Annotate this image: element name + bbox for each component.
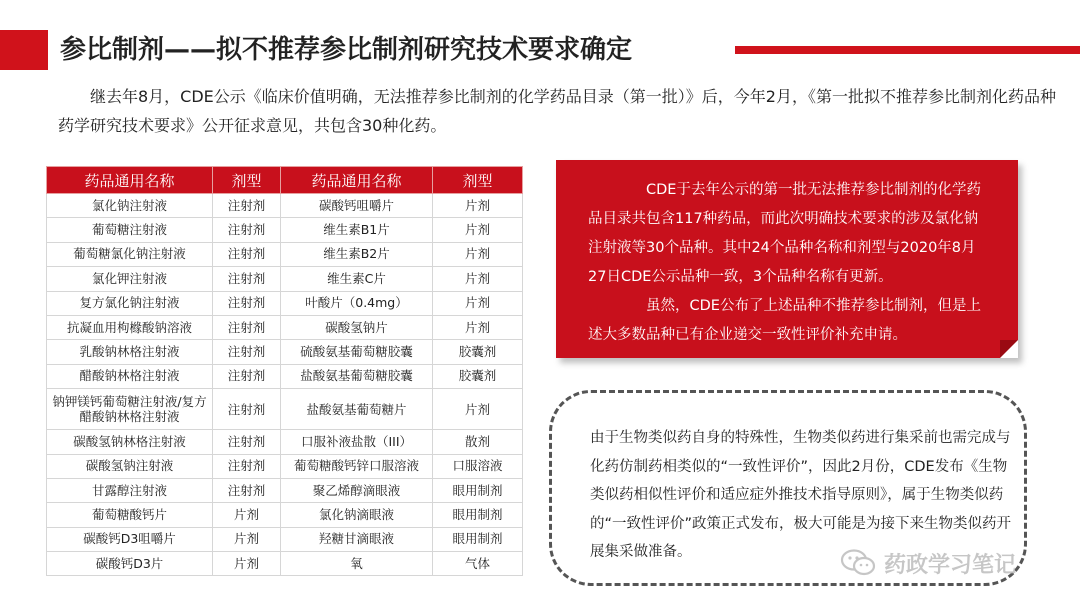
drug-table [46,166,523,576]
table-row [47,242,523,266]
cell-dosage-form-2: 眼用制剂 [433,503,523,527]
cell-dosage-form-2: 口服溶液 [433,454,523,478]
cell-drug-name-2: 盐酸氨基葡萄糖胶囊 [281,364,433,388]
cell-drug-name-1: 葡萄糖酸钙片 [47,503,213,527]
watermark [840,546,1016,580]
table-row [47,315,523,339]
table-row [47,552,523,576]
cell-drug-name-1: 碳酸氢钠注射液 [47,454,213,478]
cell-dosage-form-1: 注射剂 [213,194,281,218]
cell-drug-name-2: 维生素C片 [281,267,433,291]
cell-drug-name-2: 叶酸片（0.4mg） [281,291,433,315]
table-row [47,364,523,388]
table-header-row [47,167,523,194]
cell-drug-name-1: 乳酸钠林格注射液 [47,340,213,364]
header-drug-name-1: 药品通用名称 [47,167,213,194]
cell-dosage-form-1: 注射剂 [213,454,281,478]
table-row [47,389,523,430]
table-row [47,430,523,454]
cell-dosage-form-1: 注射剂 [213,218,281,242]
cell-dosage-form-1: 注射剂 [213,340,281,364]
summary-callout [556,160,1018,358]
cell-dosage-form-1: 注射剂 [213,267,281,291]
cell-dosage-form-1: 注射剂 [213,315,281,339]
cell-dosage-form-1: 片剂 [213,552,281,576]
cell-dosage-form-2: 片剂 [433,242,523,266]
table-row [47,291,523,315]
header-dosage-form-2: 剂型 [433,167,523,194]
table-row [47,340,523,364]
cell-dosage-form-1: 注射剂 [213,364,281,388]
table-row [47,503,523,527]
cell-dosage-form-2: 片剂 [433,291,523,315]
cell-dosage-form-2: 片剂 [433,194,523,218]
table-row [47,478,523,502]
table-row [47,218,523,242]
cell-drug-name-1: 葡萄糖氯化钠注射液 [47,242,213,266]
page-fold-corner [1000,340,1018,358]
header-drug-name-2: 药品通用名称 [281,167,433,194]
cell-dosage-form-1: 注射剂 [213,430,281,454]
cell-drug-name-1: 复方氯化钠注射液 [47,291,213,315]
cell-dosage-form-2: 片剂 [433,267,523,291]
cell-drug-name-2: 聚乙烯醇滴眼液 [281,478,433,502]
title-accent-block [0,30,48,70]
wechat-icon [840,549,876,577]
cell-drug-name-1: 抗凝血用枸橼酸钠溶液 [47,315,213,339]
page-title: 参比制剂——拟不推荐参比制剂研究技术要求确定 [60,35,633,65]
cell-drug-name-1: 醋酸钠林格注射液 [47,364,213,388]
cell-dosage-form-1: 片剂 [213,527,281,551]
cell-dosage-form-1: 片剂 [213,503,281,527]
cell-drug-name-1: 氯化钾注射液 [47,267,213,291]
table-row [47,194,523,218]
cell-drug-name-1: 碳酸氢钠林格注射液 [47,430,213,454]
cell-dosage-form-2: 片剂 [433,389,523,430]
header-dosage-form-1: 剂型 [213,167,281,194]
cell-drug-name-2: 葡萄糖酸钙锌口服溶液 [281,454,433,478]
cell-dosage-form-1: 注射剂 [213,389,281,430]
watermark-text: 药政学习笔记 [884,552,1017,578]
table-row [47,267,523,291]
cell-drug-name-2: 维生素B1片 [281,218,433,242]
cell-drug-name-2: 碳酸氢钠片 [281,315,433,339]
title-accent-bar [735,46,1080,54]
summary-paragraph-2: 虽然，CDE公布了上述品种不推荐参比制剂，但是上述大多数品种已有企业递交一致性评价补充申请。 [588,298,981,343]
cell-dosage-form-2: 眼用制剂 [433,527,523,551]
cell-drug-name-2: 盐酸氨基葡萄糖片 [281,389,433,430]
cell-drug-name-2: 硫酸氨基葡萄糖胶囊 [281,340,433,364]
table-row [47,527,523,551]
cell-dosage-form-2: 胶囊剂 [433,364,523,388]
cell-dosage-form-1: 注射剂 [213,242,281,266]
cell-drug-name-2: 维生素B2片 [281,242,433,266]
cell-dosage-form-2: 散剂 [433,430,523,454]
cell-dosage-form-2: 片剂 [433,315,523,339]
cell-drug-name-1: 碳酸钙D3片 [47,552,213,576]
cell-drug-name-1: 葡萄糖注射液 [47,218,213,242]
cell-drug-name-2: 羟糖甘滴眼液 [281,527,433,551]
cell-drug-name-2: 口服补液盐散（III） [281,430,433,454]
table-row [47,454,523,478]
cell-drug-name-1: 碳酸钙D3咀嚼片 [47,527,213,551]
cell-drug-name-2: 氯化钠滴眼液 [281,503,433,527]
biosimilar-note-text: 由于生物类似药自身的特殊性，生物类似药进行集采前也需完成与化药仿制药相类似的“一致性评价”，因此2月份，CDE发布《生物类似药相似性评价和适应症外推技术指导原则》，属于生物类似药的“一致性评价”政策正式发布，极大可能是为接下来生物类似药开展集采做准备。 [590,430,1012,560]
cell-dosage-form-1: 注射剂 [213,291,281,315]
cell-drug-name-1: 甘露醇注射液 [47,478,213,502]
cell-dosage-form-2: 气体 [433,552,523,576]
intro-paragraph: 继去年8月，CDE公示《临床价值明确，无法推荐参比制剂的化学药品目录（第一批）》后，今年2月，《第一批拟不推荐参比制剂化药品种药学研究技术要求》公开征求意见，共包含30种化药。 [58,87,1056,135]
cell-drug-name-1: 钠钾镁钙葡萄糖注射液/复方醋酸钠林格注射液 [47,389,213,430]
summary-paragraph-1: CDE于去年公示的第一批无法推荐参比制剂的化学药品目录共包含117种药品，而此次明确技术要求的涉及氯化钠注射液等30个品种。其中24个品种名称和剂型与2020年8月27日CDE公示品种一致，3个品种名称有更新。 [588,182,981,285]
cell-drug-name-2: 氧 [281,552,433,576]
cell-dosage-form-2: 胶囊剂 [433,340,523,364]
cell-drug-name-2: 碳酸钙咀嚼片 [281,194,433,218]
cell-drug-name-1: 氯化钠注射液 [47,194,213,218]
cell-dosage-form-2: 片剂 [433,218,523,242]
cell-dosage-form-1: 注射剂 [213,478,281,502]
cell-dosage-form-2: 眼用制剂 [433,478,523,502]
